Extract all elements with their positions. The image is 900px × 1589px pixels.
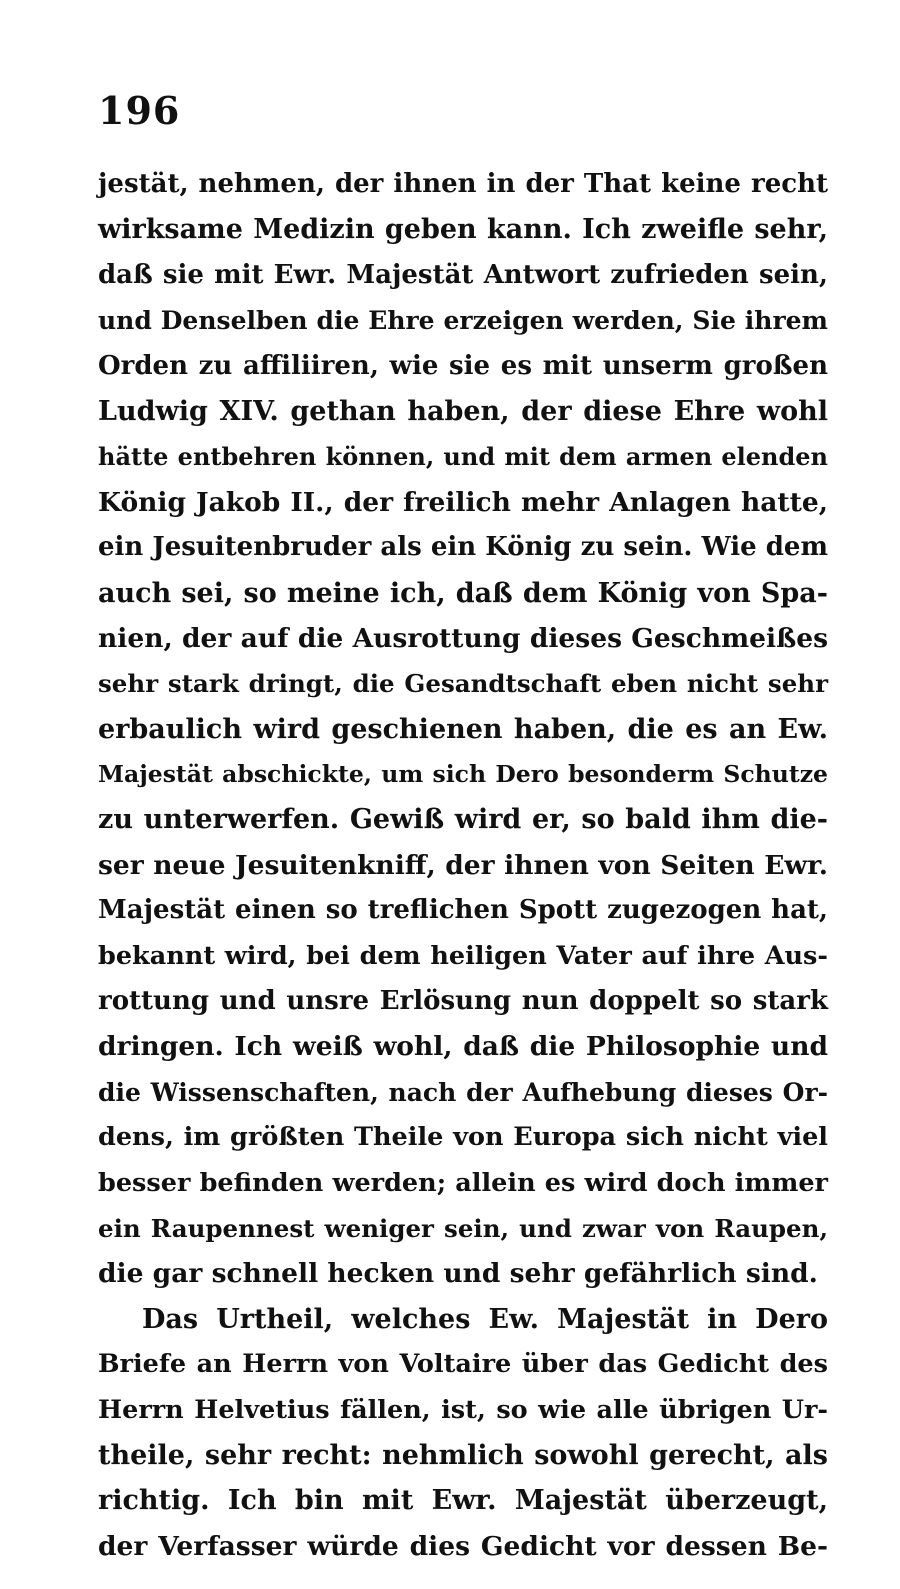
page-number: 196 [98,88,181,133]
text-line: und Denselben die Ehre erzeigen werden, Sie ihrem [98,306,828,336]
text-line: rottung und unsre Erlösung nun doppelt so stark [98,986,828,1017]
text-line: zu unterwerfen. Gewiß wird er, so bald ihm die- [98,804,828,836]
text-line: Herrn Helvetius fällen, ist, so wie alle übrigen Ur- [98,1394,828,1425]
text-line: besser befinden werden; allein es wird doch immer [98,1167,828,1198]
text-line: dens, im größten Theile von Europa sich nicht viel [98,1122,828,1153]
text-line: nien, der auf die Ausrottung dieses Geschmeißes [98,622,828,654]
text-line: bekannt wird, bei dem heiligen Vater auf ihre Aus- [98,940,828,971]
text-line: Majestät einen so treflichen Spott zugezogen hat, [98,895,828,926]
text-line: die gar schnell hecken und sehr gefährlich sind. [98,1258,818,1290]
text-line: ein Raupennest weniger sein, und zwar von Raupen, [98,1213,828,1243]
text-line: daß sie mit Ewr. Majestät Antwort zufrieden sein, [98,259,828,290]
text-line: die Wissenschaften, nach der Aufhebung dieses Or- [98,1077,828,1107]
text-line: Majestät abschickte, um sich Dero besonderm Schutze [98,760,828,789]
text-line: Ludwig XIV. gethan haben, der diese Ehre wohl [98,395,828,427]
text-line: sehr stark dringt, die Gesandtschaft eben nicht sehr [98,669,828,699]
text-line: der Verfasser würde dies Gedicht vor dessen Be- [98,1530,828,1562]
text-line: hätte entbehren können, und mit dem armen elenden [98,442,828,472]
text-line: ein Jesuitenbruder als ein König zu sein. Wie dem [98,532,828,563]
body-text [98,162,828,1569]
text-line: dringen. Ich weiß wohl, daß die Philosophie und [98,1031,828,1063]
text-line: ser neue Jesuitenkniff, der ihnen von Seiten Ewr. [98,849,828,881]
text-line: theile, sehr recht: nehmlich sowohl gerecht, als [98,1439,828,1471]
text-line: Orden zu affiliiren, wie sie es mit unserm großen [98,350,828,381]
text-line: König Jakob II., der freilich mehr Anlagen hatte, [98,486,828,518]
text-line: jestät, nehmen, der ihnen in der That keine recht [98,169,828,199]
paragraph-start-line: Das Urtheil, welches Ew. Majestät in Dero [142,1303,828,1335]
text-line: richtig. Ich bin mit Ewr. Majestät überzeugt, [98,1485,828,1517]
text-line: erbaulich wird geschienen haben, die es an Ew. [98,713,828,745]
text-line: Briefe an Herrn von Voltaire über das Gedicht des [98,1349,828,1380]
text-line: wirksame Medizin geben kann. Ich zweifle sehr, [98,214,828,246]
text-line: auch sei, so meine ich, daß dem König von Spa- [98,577,828,609]
